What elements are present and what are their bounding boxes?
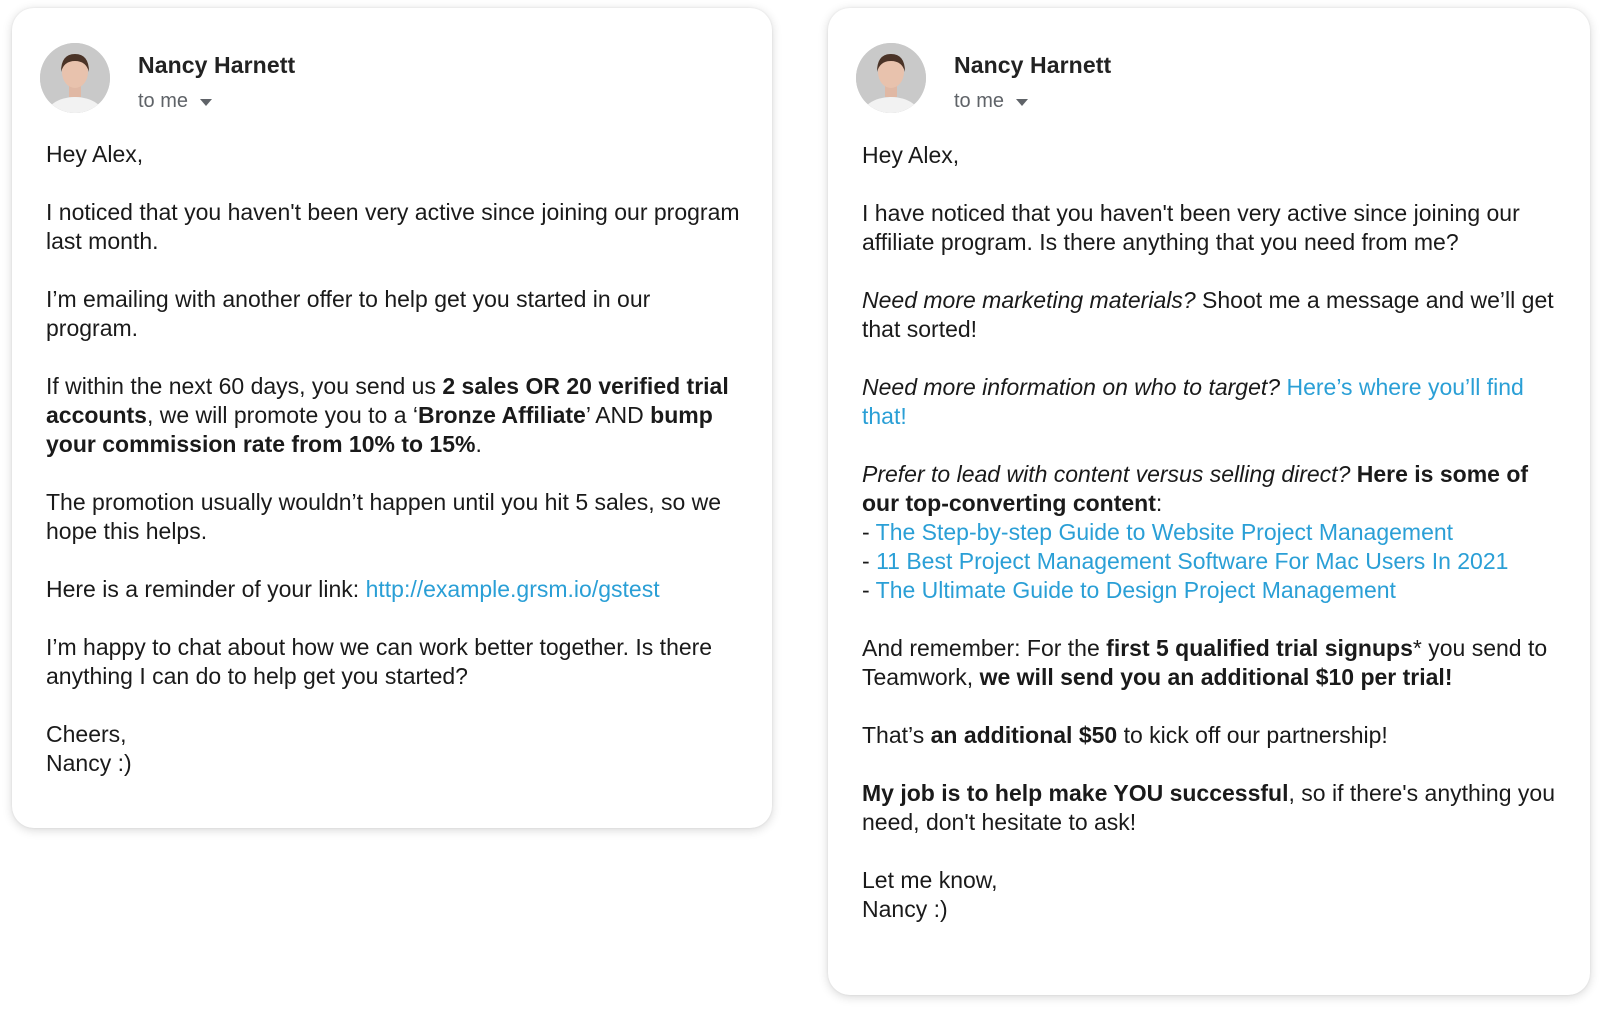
bullet: - — [862, 548, 877, 574]
marketing-paragraph — [862, 286, 1568, 344]
email-card-left — [12, 8, 772, 828]
list-item — [862, 518, 1568, 547]
signoff: Cheers, — [46, 721, 127, 747]
paragraph: I’m emailing with another offer to help get you started in our program. — [46, 286, 651, 341]
email-body — [862, 141, 1568, 924]
question: Need more information on who to target? — [862, 374, 1281, 400]
sender-name: Nancy Harnett — [954, 52, 1112, 78]
text: And remember: For the — [862, 635, 1107, 661]
bullet: - — [862, 519, 876, 545]
avatar[interactable] — [40, 43, 110, 113]
signoff: Let me know, — [862, 867, 998, 893]
bonus-condition: first 5 qualified trial signups — [1106, 635, 1413, 661]
content-heading: Here is some of our top-converting content — [862, 461, 1529, 516]
total-amount: an additional $50 — [930, 722, 1118, 748]
paragraph: The promotion usually wouldn’t happen until you hit 5 sales, so we hope this helps. — [46, 489, 722, 544]
paragraph: I have noticed that you haven't been very active since joining our affiliate program. Is there anything that you need from me? — [862, 200, 1520, 255]
text: Here is a reminder of your link: — [46, 576, 366, 602]
targeting-link[interactable]: Here’s where you’ll find that! — [862, 374, 1524, 429]
text: . — [475, 431, 482, 457]
closing — [862, 866, 1568, 924]
email-header — [828, 8, 1590, 126]
affiliate-link[interactable]: http://example.grsm.io/gstest — [365, 576, 660, 602]
offer-paragraph — [46, 372, 746, 459]
recipient-label: to me — [954, 90, 1005, 112]
total-paragraph — [862, 721, 1568, 750]
paragraph: I’m happy to chat about how we can work better together. Is there anything I can do to help get you started? — [46, 634, 713, 689]
recipient-label: to me — [138, 90, 189, 112]
content-link[interactable]: The Ultimate Guide to Design Project Management — [875, 577, 1396, 603]
text: : — [1155, 490, 1163, 516]
bonus-amount: we will send you an additional $10 per trial! — [979, 664, 1453, 690]
content-link[interactable]: 11 Best Project Management Software For Mac Users In 2021 — [876, 548, 1509, 574]
chevron-down-icon[interactable] — [1016, 99, 1028, 106]
greeting: Hey Alex, — [862, 142, 960, 168]
content-link[interactable]: The Step-by-step Guide to Website Project Management — [875, 519, 1454, 545]
offer-terms: 2 sales OR 20 verified trial accounts — [46, 373, 729, 428]
signature: Nancy :) — [46, 750, 132, 776]
tier-name: Bronze Affiliate — [418, 402, 586, 428]
text: , so if there's anything you need, don't hesitate to ask! — [862, 780, 1555, 835]
question: Need more marketing materials? — [862, 287, 1196, 313]
sender-name: Nancy Harnett — [138, 52, 296, 78]
question: Prefer to lead with content versus selling direct? — [862, 461, 1351, 487]
chevron-down-icon[interactable] — [200, 99, 212, 106]
bonus-paragraph — [862, 634, 1568, 692]
recipient-dropdown[interactable] — [954, 90, 1028, 113]
commission-bump: bump your commission rate from 10% to 15% — [46, 402, 713, 457]
targeting-paragraph — [862, 373, 1568, 431]
avatar[interactable] — [856, 43, 926, 113]
support-paragraph — [862, 779, 1568, 837]
email-header — [12, 8, 772, 126]
list-item — [862, 547, 1568, 576]
text: That’s — [862, 722, 931, 748]
list-item — [862, 576, 1568, 605]
signature: Nancy :) — [862, 896, 948, 922]
text: If within the next 60 days, you send us — [46, 373, 443, 399]
text: , we will promote you to a ‘ — [146, 402, 418, 428]
text: * you send to Teamwork, — [862, 635, 1548, 690]
link-paragraph — [46, 575, 746, 604]
text: Shoot me a message and we’ll get that sorted! — [862, 287, 1554, 342]
paragraph: I noticed that you haven't been very active since joining our program last month. — [46, 199, 740, 254]
recipient-dropdown[interactable] — [138, 90, 212, 113]
text: ’ AND — [585, 402, 651, 428]
bullet: - — [862, 577, 876, 603]
email-body — [46, 140, 746, 778]
support-statement: My job is to help make YOU successful — [862, 780, 1289, 806]
closing — [46, 720, 746, 778]
email-card-right — [828, 8, 1590, 995]
text: to kick off our partnership! — [1117, 722, 1388, 748]
content-paragraph — [862, 460, 1568, 605]
greeting: Hey Alex, — [46, 141, 144, 167]
